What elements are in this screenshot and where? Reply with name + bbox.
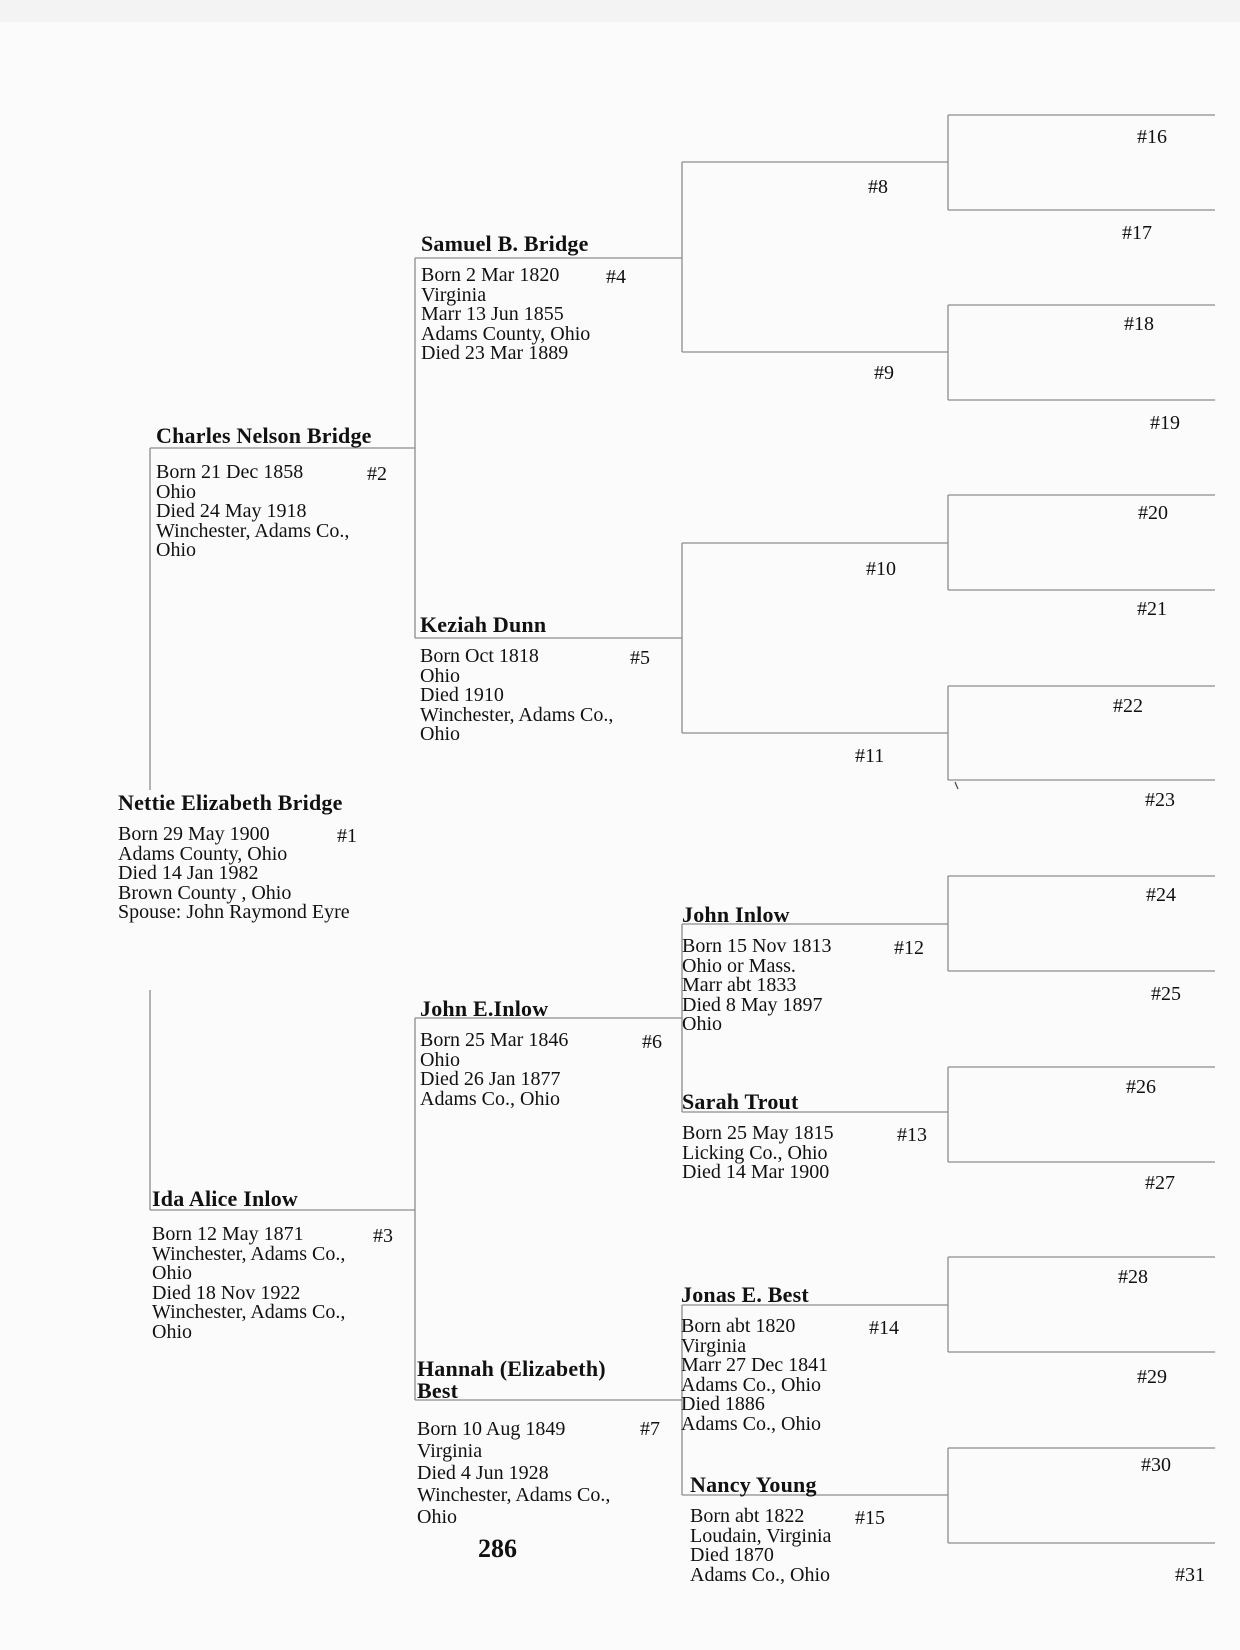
- person-13-name: Sarah Trout: [682, 1089, 799, 1114]
- slot-20-number: #20: [1138, 502, 1168, 524]
- detail-line: Born 25 May 1815: [682, 1122, 834, 1144]
- slot-8-number: #8: [868, 176, 888, 198]
- detail-line: Loudain, Virginia: [690, 1524, 832, 1547]
- detail-line: Born 12 May 1871: [152, 1223, 304, 1245]
- detail-line: Ohio: [417, 1506, 457, 1528]
- detail-line: Died 4 Jun 1928: [417, 1462, 549, 1484]
- detail-line: Adams County, Ohio: [118, 842, 288, 865]
- slot-29-number: #29: [1137, 1366, 1167, 1388]
- slot-10-number: #10: [866, 558, 896, 580]
- detail-line: Born Oct 1818: [420, 645, 539, 667]
- person-6-name: John E.Inlow: [420, 996, 549, 1021]
- detail-line: Adams Co., Ohio: [690, 1563, 830, 1586]
- detail-line: Born 10 Aug 1849: [417, 1418, 566, 1440]
- person-14-name: Jonas E. Best: [681, 1282, 809, 1307]
- slot-22-number: #22: [1113, 695, 1143, 717]
- detail-line: Died 1910: [420, 684, 504, 706]
- detail-line: Died 8 May 1897: [682, 993, 823, 1016]
- person-13-number: #13: [897, 1124, 927, 1146]
- person-6-details: [420, 1031, 568, 1109]
- slot-9-number: #9: [874, 362, 894, 384]
- person-4-details: [421, 266, 590, 364]
- person-3-number: #3: [373, 1225, 393, 1247]
- slot-19-number: #19: [1150, 412, 1180, 434]
- detail-line: Born 29 May 1900: [118, 823, 270, 845]
- person-12-number: #12: [894, 937, 924, 959]
- detail-line: Died 23 Mar 1889: [421, 342, 569, 364]
- detail-line: Winchester, Adams Co.,: [152, 1242, 346, 1265]
- detail-line: Died 1886: [681, 1393, 765, 1415]
- slot-24-number: #24: [1146, 884, 1176, 906]
- detail-line: Died 26 Jan 1877: [420, 1068, 561, 1090]
- detail-line: Ohio: [152, 1320, 192, 1343]
- slot-17-number: #17: [1122, 222, 1152, 244]
- person-12-details: [682, 937, 831, 1035]
- slot-25-number: #25: [1151, 983, 1181, 1005]
- person-13-details: [682, 1124, 834, 1183]
- detail-line: Born abt 1822: [690, 1505, 805, 1527]
- detail-line: Adams Co., Ohio: [681, 1373, 821, 1396]
- detail-line: Died 24 May 1918: [156, 500, 307, 522]
- person-14-details: [681, 1317, 828, 1434]
- person-4-name: Samuel B. Bridge: [421, 231, 589, 256]
- person-3-details: [152, 1225, 345, 1342]
- slot-26-number: #26: [1126, 1076, 1156, 1098]
- person-7-name-line: Best: [417, 1378, 459, 1403]
- person-5-number: #5: [630, 647, 650, 669]
- detail-line: Died 1870: [690, 1544, 774, 1566]
- detail-line: Ohio: [152, 1262, 192, 1284]
- slot-16-number: #16: [1137, 126, 1167, 148]
- detail-line: Virginia: [421, 283, 487, 306]
- person-1-name: Nettie Elizabeth Bridge: [118, 790, 343, 815]
- detail-line: Ohio or Mass.: [682, 954, 796, 977]
- detail-line: Born 15 Nov 1813: [682, 935, 832, 957]
- detail-line: Brown County , Ohio: [118, 881, 292, 904]
- detail-line: Winchester, Adams Co.,: [156, 519, 350, 542]
- detail-line: Died 14 Mar 1900: [682, 1161, 830, 1183]
- detail-line: Died 14 Jan 1982: [118, 862, 259, 884]
- person-15-name: Nancy Young: [690, 1472, 817, 1497]
- slot-21-number: #21: [1137, 598, 1167, 620]
- detail-line: Adams Co., Ohio: [420, 1087, 560, 1110]
- person-4-number: #4: [606, 266, 626, 288]
- detail-line: Ohio: [420, 723, 460, 745]
- detail-line: Virginia: [681, 1334, 747, 1357]
- person-7-name-line: Hannah (Elizabeth): [417, 1356, 606, 1381]
- person-5-name: Keziah Dunn: [420, 612, 547, 637]
- slot-23-number: #23: [1145, 789, 1175, 811]
- person-1-number: #1: [337, 825, 357, 847]
- slot-27-number: #27: [1145, 1172, 1175, 1194]
- person-2-number: #2: [367, 463, 387, 485]
- slot-31-number: #31: [1175, 1564, 1205, 1586]
- person-15-details: [690, 1507, 831, 1585]
- person-12-name: John Inlow: [682, 902, 790, 927]
- detail-line: Adams Co., Ohio: [681, 1412, 821, 1435]
- page-number: 286: [478, 1534, 517, 1563]
- detail-line: Winchester, Adams Co.,: [417, 1484, 611, 1506]
- detail-line: Ohio: [156, 480, 196, 503]
- person-2-name: Charles Nelson Bridge: [156, 423, 372, 448]
- slot-18-number: #18: [1124, 313, 1154, 335]
- person-7-number: #7: [640, 1418, 660, 1440]
- person-15-number: #15: [855, 1507, 885, 1529]
- detail-line: Licking Co., Ohio: [682, 1141, 828, 1164]
- detail-line: Marr 13 Jun 1855: [421, 303, 564, 325]
- person-3-name: Ida Alice Inlow: [152, 1186, 299, 1211]
- person-2-details: [156, 463, 349, 561]
- person-5-details: [420, 647, 613, 745]
- detail-line: Marr 27 Dec 1841: [681, 1354, 829, 1376]
- detail-line: Born 21 Dec 1858: [156, 461, 304, 483]
- detail-line: Winchester, Adams Co.,: [152, 1301, 346, 1323]
- detail-line: Marr abt 1833: [682, 974, 797, 996]
- detail-line: Ohio: [420, 1048, 460, 1071]
- detail-line: Spouse: John Raymond Eyre: [118, 901, 350, 923]
- slot-30-number: #30: [1141, 1454, 1171, 1476]
- detail-line: Born 25 Mar 1846: [420, 1029, 569, 1051]
- slot-28-number: #28: [1118, 1266, 1148, 1288]
- person-14-number: #14: [869, 1317, 899, 1339]
- slot-11-number: #11: [855, 745, 885, 767]
- detail-line: Born abt 1820: [681, 1315, 796, 1337]
- detail-line: Adams County, Ohio: [421, 322, 591, 345]
- detail-line: Born 2 Mar 1820: [421, 264, 560, 286]
- detail-line: Winchester, Adams Co.,: [420, 703, 614, 726]
- detail-line: Ohio: [420, 664, 460, 687]
- detail-line: Virginia: [417, 1440, 483, 1462]
- detail-line: Ohio: [156, 539, 196, 561]
- person-7-name: [417, 1358, 606, 1402]
- detail-line: Ohio: [682, 1013, 722, 1035]
- detail-line: Died 18 Nov 1922: [152, 1281, 301, 1304]
- person-6-number: #6: [642, 1031, 662, 1053]
- person-1-details: [118, 825, 350, 923]
- person-7-details: [417, 1418, 610, 1528]
